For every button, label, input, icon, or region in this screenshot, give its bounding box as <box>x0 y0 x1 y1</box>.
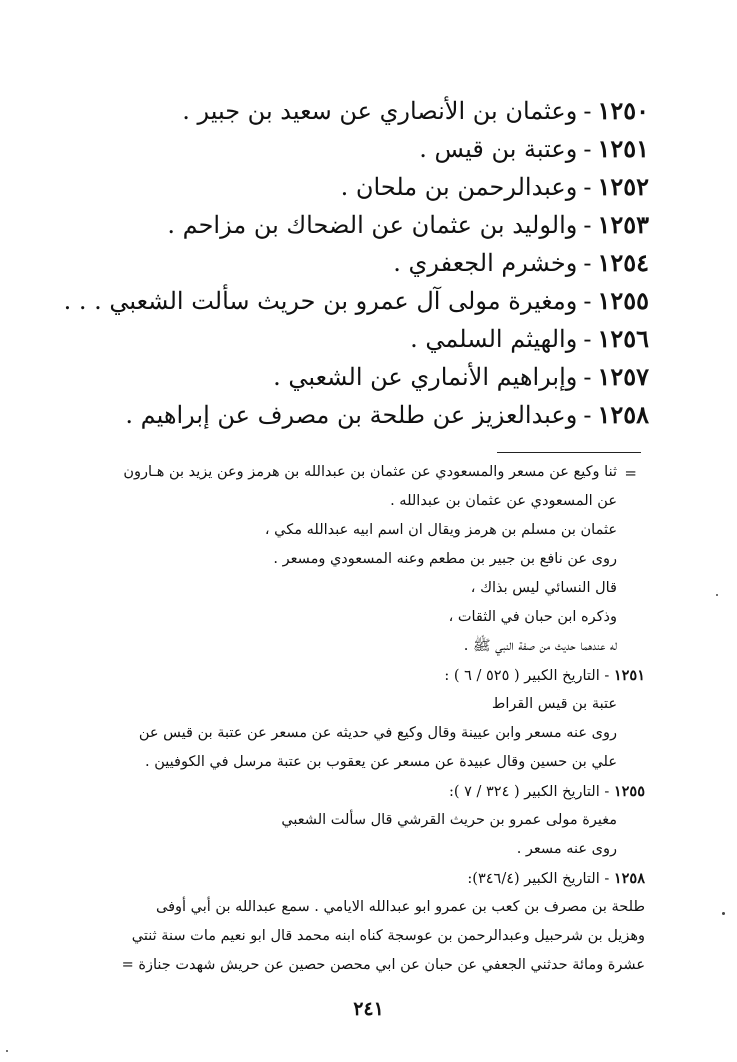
entry-dash: - <box>583 97 592 125</box>
entry-number: ١٢٥٧ <box>597 362 649 391</box>
footnote-text: التاريخ الكبير ( ٥٢٥ / ٦ ) : <box>444 668 600 684</box>
entry-row <box>63 282 649 320</box>
footnote-text: وهزيل بن شرحبيل وعبدالرحمن بن عوسجة كناه ابنه محمد قال ابو نعيم مات سنة ثنتي <box>131 928 645 944</box>
footnote-text: وذكره ابن حبان في الثقات ، <box>448 609 617 625</box>
entry-row <box>89 130 649 168</box>
footnote-line <box>65 806 645 835</box>
footnote-text: عثمان بن مسلم بن هرمز ويقال ان اسم ابيه عبدالله مكي ، <box>264 522 617 538</box>
footnote-number: ١٢٥١ <box>613 667 645 684</box>
entry-number: ١٢٥٠ <box>597 96 649 125</box>
entry-dash: - <box>583 135 592 163</box>
footnote-text: طلحة بن مصرف بن كعب بن عمرو ابو عبدالله الايامي . سمع عبدالله بن أبي أوفى <box>156 899 645 915</box>
entry-row <box>89 358 649 396</box>
footnote-line <box>65 574 645 603</box>
scan-speck <box>716 594 718 596</box>
entry-text: وعثمان بن الأنصاري عن سعيد بن جبير . <box>182 97 578 125</box>
footnote-heading <box>65 661 645 690</box>
entry-dash: - <box>583 173 592 201</box>
footnote-text: روى عنه مسعر وابن عيينة وقال وكيع في حديثه عن مسعر عن عتبة بن قيس عن <box>138 725 617 741</box>
footnote-text: عتبة بن قيس القراط <box>491 696 617 712</box>
footnote-dash: - <box>599 784 614 800</box>
footnote-line <box>65 603 645 632</box>
footnote-line <box>65 893 645 922</box>
scan-speck <box>722 912 725 915</box>
entry-dash: - <box>583 249 592 277</box>
footnote-text: قال النسائي ليس بذاك ، <box>470 580 617 596</box>
entry-number: ١٢٥٤ <box>597 248 649 277</box>
footnote-line <box>65 951 645 980</box>
footnote-line <box>65 545 645 574</box>
page-number: ٢٤١ <box>353 998 384 1020</box>
entry-number: ١٢٥١ <box>597 134 649 163</box>
entry-row <box>89 320 649 358</box>
entry-row <box>89 244 649 282</box>
entry-dash: - <box>583 287 592 315</box>
entry-number: ١٢٥٨ <box>597 400 649 429</box>
footnote-dash: - <box>599 871 614 887</box>
entry-text: وخشرم الجعفري . <box>393 249 578 277</box>
footnote-number: ١٢٥٨ <box>613 870 645 887</box>
footnote-heading <box>65 864 645 893</box>
entry-row <box>89 396 649 434</box>
footnote-text: روى عن نافع بن جبير بن مطعم وعنه المسعودي ومسعر . <box>273 551 617 567</box>
entry-text: والهيثم السلمي . <box>410 325 578 353</box>
footnote-dash: - <box>599 668 614 684</box>
entry-text: وعتبة بن قيس . <box>419 135 578 163</box>
footnote-text: ثنا وكيع عن مسعر والمسعودي عن عثمان بن عبدالله بن هرمز وعن يزيد بن هـارون <box>123 464 617 480</box>
footnote-line <box>65 458 645 487</box>
entry-text: وعبدالعزيز عن طلحة بن مصرف عن إبراهيم . <box>125 401 578 429</box>
footnote-separator <box>497 452 641 453</box>
entry-text: وإبراهيم الأنماري عن الشعبي . <box>273 363 578 391</box>
footnotes <box>65 458 645 980</box>
entry-number: ١٢٥٣ <box>597 210 649 239</box>
footnote-text: التاريخ الكبير ( ٣٢٤ / ٧ ): <box>448 784 600 800</box>
footnote-text: علي بن حسين وقال عبيدة عن مسعر عن يعقوب بن عتبة مرسل في الكوفيين . <box>145 754 617 770</box>
footnote-line <box>65 748 645 777</box>
footnote-line <box>65 516 645 545</box>
footnote-text: له عندهما حديث من صفة النبي ﷺ . <box>463 638 617 654</box>
entry-dash: - <box>583 363 592 391</box>
footnote-heading <box>65 777 645 806</box>
footnote-text: مغيرة مولى عمرو بن حريث القرشي قال سألت الشعبي <box>281 812 617 828</box>
entry-number: ١٢٥٥ <box>597 286 649 315</box>
entry-dash: - <box>583 401 592 429</box>
footnote-line <box>65 835 645 864</box>
entry-number: ١٢٥٢ <box>597 172 649 201</box>
entry-text: وعبدالرحمن بن ملحان . <box>340 173 578 201</box>
footnote-number: ١٢٥٥ <box>613 783 645 800</box>
entry-row <box>89 168 649 206</box>
continuation-mark: = <box>624 464 637 482</box>
footnote-text: التاريخ الكبير (٣٤٦/٤): <box>467 871 600 887</box>
main-entries <box>63 92 649 434</box>
footnote-line <box>65 632 645 661</box>
footnote-text: عن المسعودي عن عثمان بن عبدالله . <box>390 493 617 509</box>
entry-dash: - <box>583 211 592 239</box>
footnote-line <box>65 719 645 748</box>
entry-dash: - <box>583 325 592 353</box>
scan-speck <box>6 1050 8 1052</box>
entry-number: ١٢٥٦ <box>597 324 649 353</box>
entry-row <box>89 92 649 130</box>
footnote-text: عشرة ومائة حدثني الجعفي عن حبان عن ابي محصن حصين عن حريش شهدت جنازة = <box>121 957 645 973</box>
footnote-text: روى عنه مسعر . <box>516 841 617 857</box>
entry-text: والوليد بن عثمان عن الضحاك بن مزاحم . <box>167 211 578 239</box>
entry-text: ومغيرة مولى آل عمرو بن حريث سألت الشعبي . . . <box>63 287 578 315</box>
footnote-line <box>65 922 645 951</box>
entry-row <box>89 206 649 244</box>
footnote-line <box>65 690 645 719</box>
footnote-line <box>65 487 645 516</box>
